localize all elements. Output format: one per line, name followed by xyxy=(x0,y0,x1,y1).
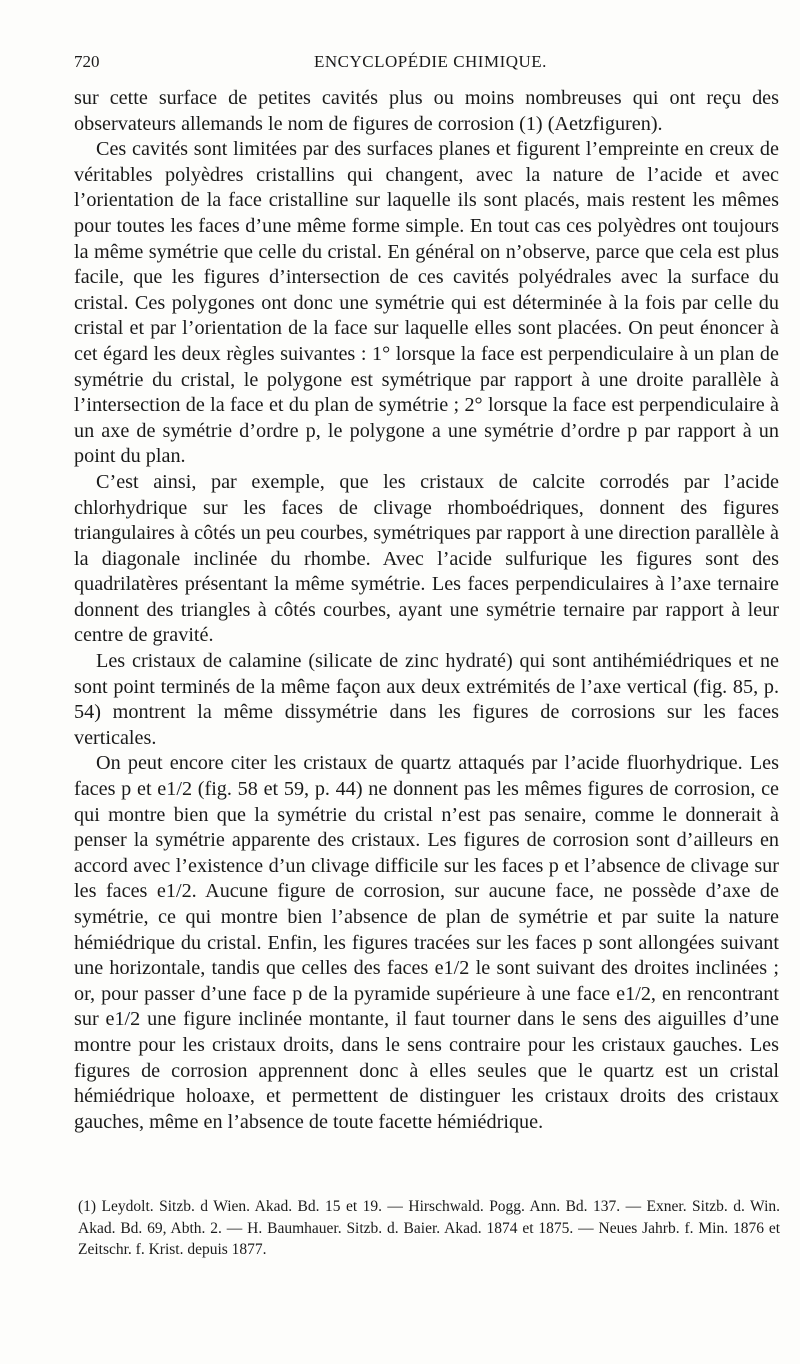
footnote-1: (1) Leydolt. Sitzb. d Wien. Akad. Bd. 15 et 19. — Hirschwald. Pogg. Ann. Bd. 137. — Exner. Sitzb. d. Win. Akad. Bd. 69, Abth. 2. — H. Baumhauer. Sitzb. d. Baier. Akad. 1874 et 1875. — Neues Jahrb. f. Min. 1876 et Zeitschr. f. Krist. depuis 1877. xyxy=(78,1198,780,1258)
paragraph-5: On peut encore citer les cristaux de quartz attaqués par l’acide fluorhydrique. Les faces p et e1/2 (fig. 58 et 59, p. 44) ne donnent pas les mêmes figures de corrosion, ce qui montre bien que la symétrie du cristal n’est pas senaire, comme le donnerait à penser la symétrie apparente des cristaux. Les figures de corrosion sont d’ailleurs en accord avec l’existence d’un clivage difficile sur les faces p et l’absence de clivage sur les faces e1/2. Aucune figure de corrosion, sur aucune face, ne possède d’axe de symétrie, ce qui montre bien l’absence de plan de symétrie et par suite la nature hémiédrique du cristal. Enfin, les figures tracées sur les faces p sont allongées suivant une horizontale, tandis que celles des faces e1/2 le sont suivant des droites inclinées ; or, pour passer d’une face p de la pyramide supérieure à une face e1/2, en rencontrant sur e1/2 une figure inclinée montante, il faut tourner dans le sens des aiguilles d’une montre pour les cristaux droits, dans le sens contraire pour les cristaux gauches. Les figures de corrosion apprennent donc à elles seules que le quartz est un cristal hémiédrique holoaxe, et permettent de distinguer les cristaux droits des cristaux gauches, même en l’absence de toute facette hémiédrique. xyxy=(74,752,779,1133)
footnotes xyxy=(78,1196,780,1261)
paragraph-1: sur cette surface de petites cavités plus ou moins nombreuses qui ont reçu des observateurs allemands le nom de figures de corrosion (1) (Aetzfiguren). xyxy=(74,87,779,135)
page-header xyxy=(74,52,724,76)
paragraph-4: Les cristaux de calamine (silicate de zinc hydraté) qui sont antihémiédriques et ne sont point terminés de la même façon aux deux extrémités de l’axe vertical (fig. 85, p. 54) montrent la même dissymétrie dans les figures de corrosions sur les faces verticales. xyxy=(74,650,779,749)
running-title: ENCYCLOPÉDIE CHIMIQUE. xyxy=(314,52,547,71)
paragraph-3: C’est ainsi, par exemple, que les cristaux de calcite corrodés par l’acide chlorhydrique sur les faces de clivage rhomboédriques, donnent des figures triangulaires à côtés un peu courbes, symétriques par rapport à une direction parallèle à la diagonale inclinée du rhombe. Avec l’acide sulfurique les figures sont des quadrilatères présentant la même symétrie. Les faces perpendiculaires à l’axe ternaire donnent des triangles à côtés courbes, ayant une symétrie ternaire par rapport à leur centre de gravité. xyxy=(74,470,779,647)
paragraph-2: Ces cavités sont limitées par des surfaces planes et figurent l’empreinte en creux de véritables polyèdres cristallins qui changent, avec la nature de l’acide et avec l’orientation de la face cristalline sur laquelle ils sont placés, mais restent les mêmes pour toutes les faces d’une même forme simple. En tout cas ces polyèdres ont toujours la même symétrie que celle du cristal. En général on n’observe, parce que cela est plus facile, que les figures d’intersection de ces cavités polyédrales avec la surface du cristal. Ces polygones ont donc une symétrie qui est déterminée à la fois par celle du cristal et par l’orientation de la face sur laquelle elles sont placées. On peut énoncer à cet égard les deux règles suivantes : 1° lorsque la face est perpendiculaire à un plan de symétrie du cristal, le polygone est symétrique par rapport à une droite parallèle à l’intersection de la face et du plan de symétrie ; 2° lorsque la face est perpendiculaire à un axe de symétrie d’ordre p, le polygone a une symétrie d’ordre p par rapport à un point du plan. xyxy=(74,138,779,468)
page-number: 720 xyxy=(74,52,100,71)
body-text xyxy=(74,86,779,1135)
